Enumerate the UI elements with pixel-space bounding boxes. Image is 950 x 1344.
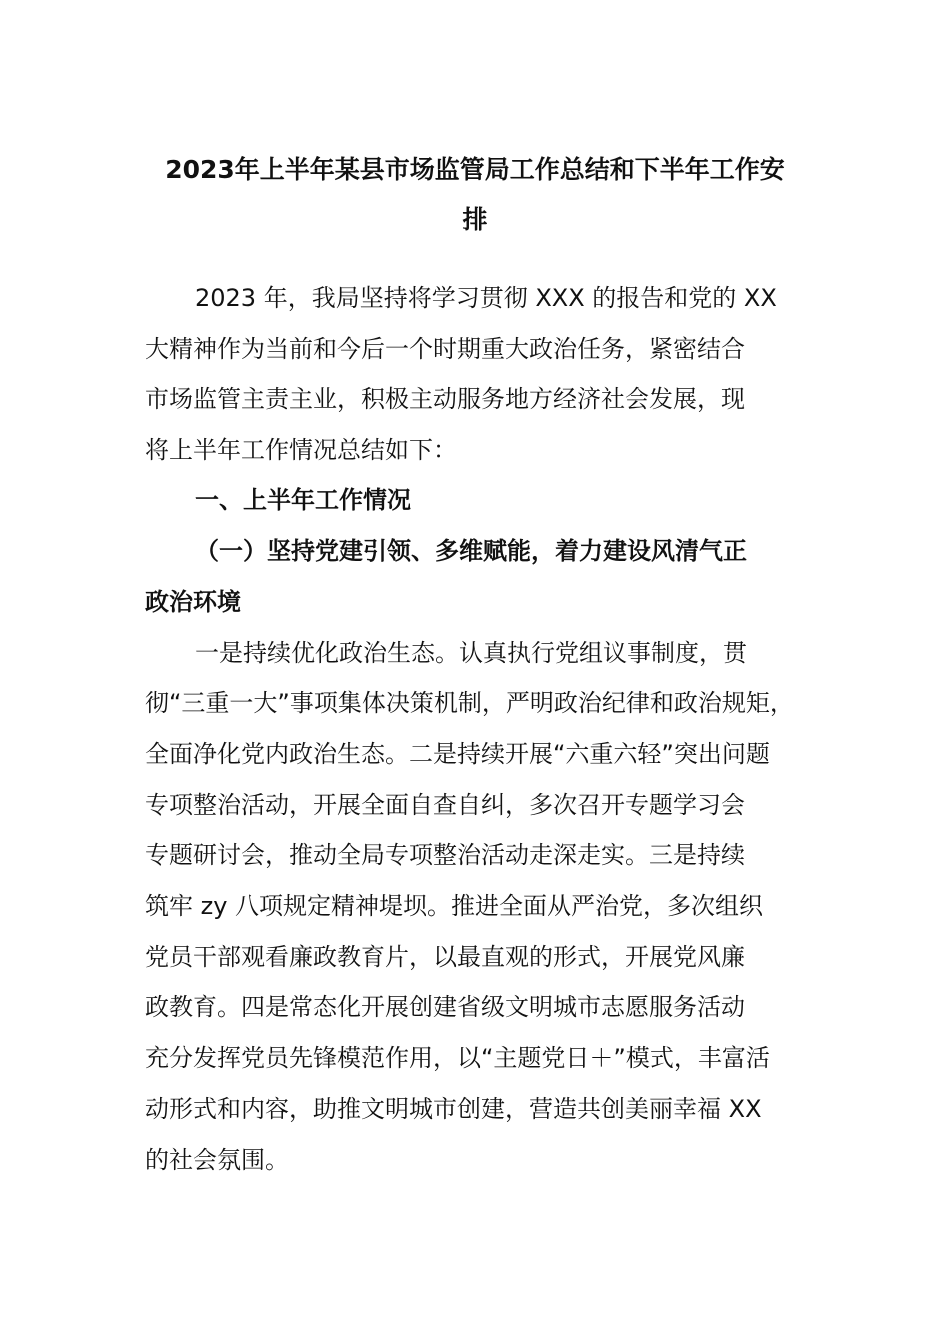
intro-line: 大精神作为当前和今后一个时期重大政治任务，紧密结合 [145, 335, 745, 363]
body-line: 筑牢 zy 八项规定精神堤坝。推进全面从严治党，多次组织 [145, 892, 764, 920]
body-line: 专项整治活动，开展全面自查自纠，多次召开专题学习会 [145, 791, 745, 819]
body-line: 的社会氛围。 [145, 1146, 289, 1174]
intro-line: 将上半年工作情况总结如下： [145, 436, 457, 464]
body-line: 动形式和内容，助推文明城市创建，营造共创美丽幸福 XX [145, 1095, 762, 1123]
body-line: 全面净化党内政治生态。二是持续开展“六重六轻”突出问题 [145, 740, 770, 768]
body-line: 一是持续优化政治生态。认真执行党组议事制度，贯 [195, 639, 747, 667]
document-title-line-1: 2023年上半年某县市场监管局工作总结和下半年工作安 [165, 155, 785, 184]
body-line: 充分发挥党员先锋模范作用，以“主题党日＋”模式，丰富活 [145, 1044, 770, 1072]
intro-line: 市场监管主责主业，积极主动服务地方经济社会发展，现 [145, 385, 745, 413]
section-heading: 一、上半年工作情况 [195, 486, 411, 514]
body-line: 党员干部观看廉政教育片，以最直观的形式，开展党风廉 [145, 943, 745, 971]
body-line: 彻“三重一大”事项集体决策机制，严明政治纪律和政治规矩， [145, 689, 794, 717]
subsection-heading-line: （一）坚持党建引领、多维赋能，着力建设风清气正 [195, 537, 747, 565]
body-line: 政教育。四是常态化开展创建省级文明城市志愿服务活动 [145, 993, 745, 1021]
intro-line: 2023 年，我局坚持将学习贯彻 XXX 的报告和党的 XX [195, 284, 777, 312]
document-title-line-2: 排 [462, 205, 488, 234]
body-line: 专题研讨会，推动全局专项整治活动走深走实。三是持续 [145, 841, 745, 869]
subsection-heading-line: 政治环境 [145, 588, 241, 616]
